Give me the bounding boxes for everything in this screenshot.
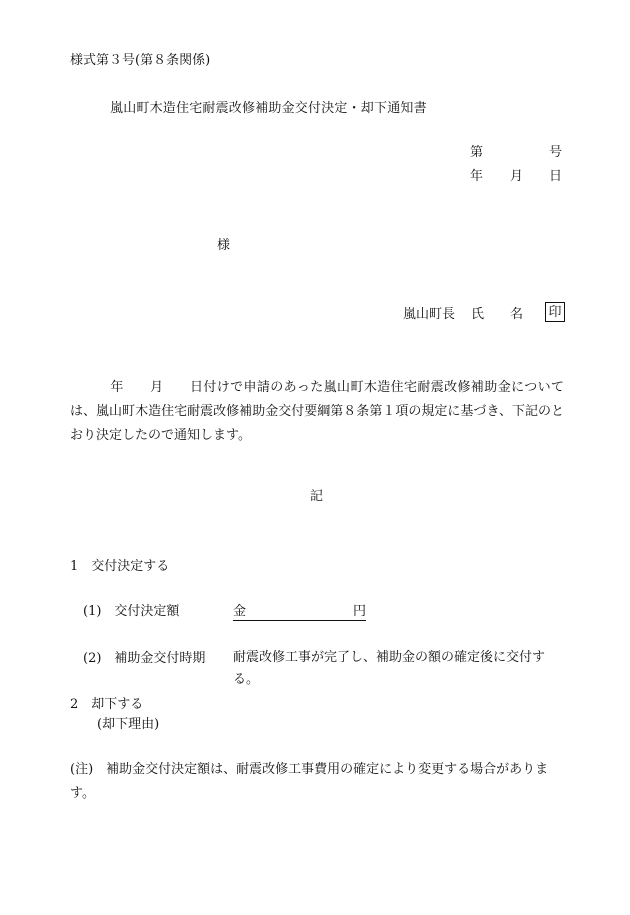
body-year: 年 [110, 380, 124, 395]
yen-unit: 円 [352, 604, 366, 619]
body-text: 日付けで申請のあった嵐山町木造住宅耐震改修補助金については、嵐山町木造住宅耐震改修補助金交付要綱第８条第１項の規定に基づき、下記のとおり決定したので通知します。 [70, 380, 564, 443]
item-1-heading: 1 交付決定する [70, 559, 170, 574]
issuer-title: 嵐山町長 [403, 307, 456, 322]
item-1-1-label: (1) 交付決定額 [83, 604, 180, 619]
notice-body [70, 376, 564, 448]
ki-heading: 記 [310, 489, 324, 504]
date-year-label: 年 [470, 169, 484, 184]
item-1-2-label: (2) 補助金交付時期 [83, 651, 206, 666]
note-text: (注) 補助金交付決定額は、耐震改修工事費用の確定により変更する場合があります。 [70, 762, 549, 801]
date-month-label: 月 [510, 169, 524, 184]
issuer-name-label-2: 名 [510, 307, 524, 322]
date-day-label: 日 [549, 169, 563, 184]
addressee-honorific: 様 [217, 238, 231, 253]
rejection-reason-label: (却下理由) [97, 717, 160, 732]
item-1-2-value: 耐震改修工事が完了し、補助金の額の確定後に交付する。 [233, 650, 546, 687]
currency-label: 金 [233, 604, 247, 619]
issuer-name-label-1: 氏 [471, 307, 485, 322]
reference-number-suffix: 号 [549, 145, 563, 160]
seal-box [545, 302, 565, 322]
grant-amount-field [233, 605, 366, 621]
item-2-heading: 2 却下する [70, 697, 144, 712]
form-number: 様式第３号(第８条関係) [70, 53, 211, 68]
document-title: 嵐山町木造住宅耐震改修補助金交付決定・却下通知書 [110, 101, 427, 116]
seal-label: 印 [548, 304, 562, 320]
reference-number-prefix: 第 [470, 145, 484, 160]
body-month: 月 [149, 380, 164, 395]
